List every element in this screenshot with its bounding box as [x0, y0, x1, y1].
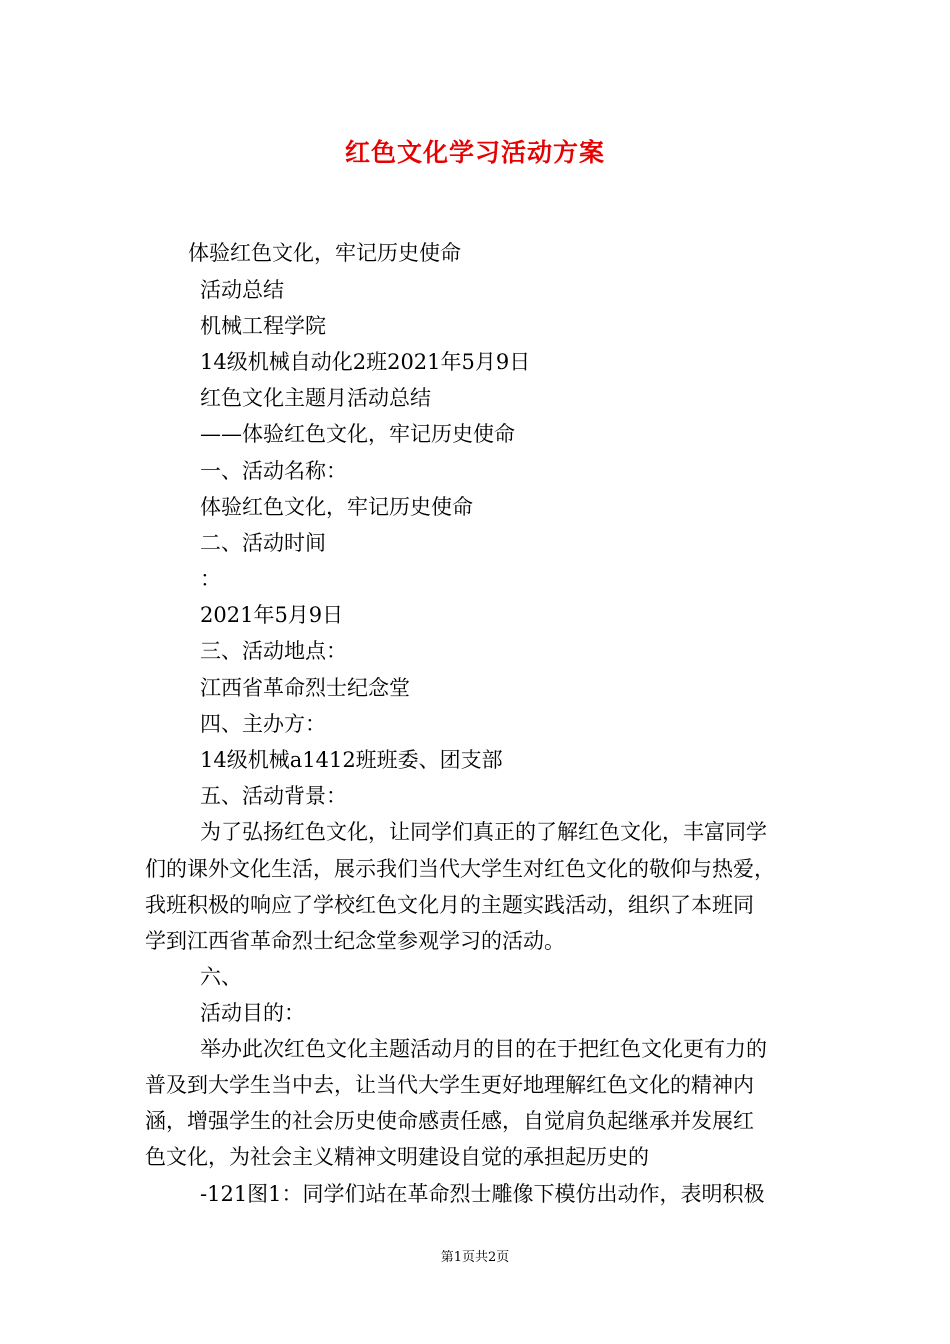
text-line: 六、: [200, 965, 242, 989]
text-line: 举办此次红色文化主题活动月的目的在于把红色文化更有力的: [200, 1037, 767, 1061]
text-line: 一、活动名称：: [200, 459, 347, 483]
text-line: 学到江西省革命烈士纪念堂参观学习的活动。: [145, 929, 565, 953]
text-line: ——体验红色文化，牢记历史使命: [200, 422, 515, 446]
text-line: 14级机械a1412班班委、团支部: [200, 748, 503, 772]
text-line: 三、活动地点：: [200, 639, 347, 663]
text-line: 五、活动背景：: [200, 784, 347, 808]
text-line: 体验红色文化，牢记历史使命: [188, 241, 461, 265]
text-line: 江西省革命烈士纪念堂: [200, 676, 410, 700]
text-line: -121图1：同学们站在革命烈士雕像下模仿出动作，表明积极: [200, 1182, 765, 1206]
text-line: 四、主办方：: [200, 712, 326, 736]
text-line: 涵，增强学生的社会历史使命感责任感，自觉肩负起继承并发展红: [145, 1109, 754, 1133]
text-line: 我班积极的响应了学校红色文化月的主题实践活动，组织了本班同: [145, 893, 754, 917]
text-line: 体验红色文化，牢记历史使命: [200, 495, 473, 519]
text-line: 2021年5月9日: [200, 603, 344, 627]
text-line: 14级机械自动化2班2021年5月9日: [200, 350, 531, 374]
document-title: 红色文化学习活动方案: [344, 138, 605, 167]
text-line: ：: [200, 567, 221, 591]
text-line: 二、活动时间: [200, 531, 326, 555]
text-line: 机械工程学院: [200, 314, 326, 338]
text-line: 红色文化主题月活动总结: [200, 386, 431, 410]
text-line: 活动总结: [200, 278, 284, 302]
page-number: 第1页共2页: [440, 1250, 510, 1265]
text-line: 活动目的：: [200, 1001, 305, 1025]
text-line: 为了弘扬红色文化，让同学们真正的了解红色文化，丰富同学: [200, 820, 767, 844]
text-line: 普及到大学生当中去，让当代大学生更好地理解红色文化的精神内: [145, 1073, 754, 1097]
text-line: 色文化，为社会主义精神文明建设自觉的承担起历史的: [145, 1145, 649, 1169]
text-line: 们的课外文化生活，展示我们当代大学生对红色文化的敬仰与热爱，: [145, 857, 775, 881]
